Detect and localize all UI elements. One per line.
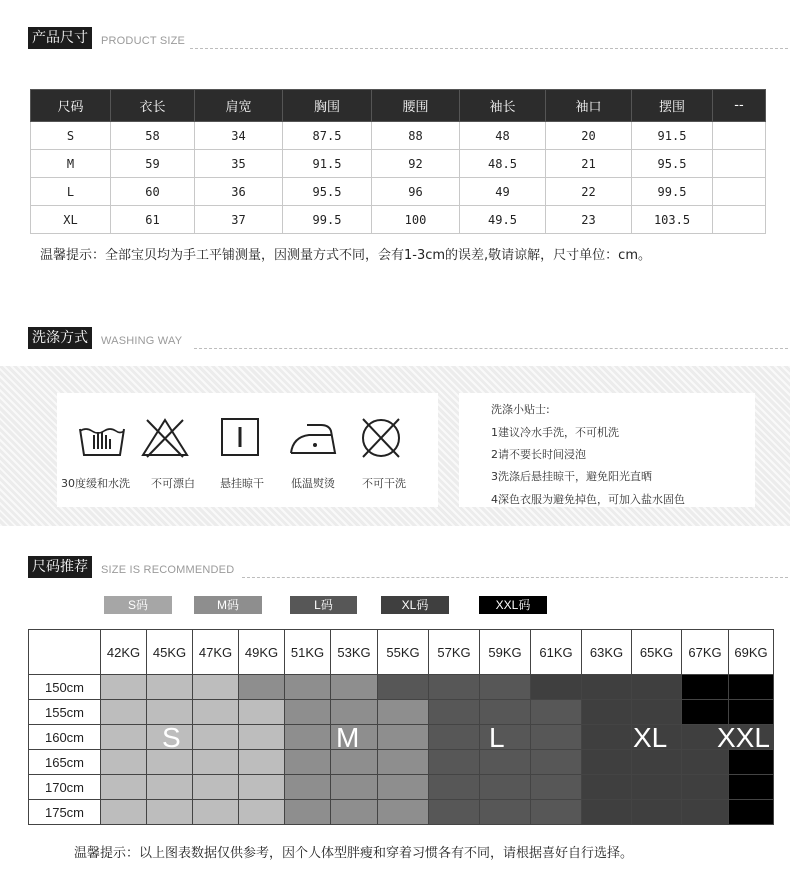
section-title-en: PRODUCT SIZE [101,35,186,47]
size-grid-cell [378,725,429,750]
weight-header: 53KG [331,630,378,675]
table-cell [713,206,766,234]
wash-label-hang-dry: 悬挂晾干 [220,477,264,490]
size-grid-cell [682,800,729,825]
size-grid-cell [378,750,429,775]
size-grid-cell [729,675,774,700]
wash-tip: 2请不要长时间浸泡 [491,448,586,461]
table-row [31,122,766,150]
size-note: 温馨提示：全部宝贝均为手工平铺测量，因测量方式不同，会有1-3cm的误差,敬请谅解，尺寸单位：cm。 [40,248,651,263]
weight-header: 57KG [429,630,480,675]
table-cell: 23 [546,206,632,234]
size-grid-cell [429,675,480,700]
height-header: 150cm [29,675,101,700]
wash-label-hand-wash: 30度缓和水洗 [61,477,130,490]
table-row [31,150,766,178]
size-grid-cell [632,775,682,800]
table-cell: 49 [460,178,546,206]
size-badge-xxl: XXL码 [479,596,547,614]
table-cell: 103.5 [632,206,713,234]
size-grid-cell [101,675,147,700]
table-row [29,750,774,775]
weight-header: 67KG [682,630,729,675]
table-cell: 58 [111,122,195,150]
weight-header: 49KG [239,630,285,675]
height-header: 170cm [29,775,101,800]
section-header-size-recommended [28,556,788,578]
size-grid-cell [531,725,582,750]
section-title-en: SIZE IS RECOMMENDED [101,564,235,576]
table-cell: 99.5 [632,178,713,206]
table-row [29,700,774,725]
table-cell [713,178,766,206]
height-header: 165cm [29,750,101,775]
size-grid-cell [480,800,531,825]
table-cell: 87.5 [283,122,372,150]
size-grid-cell [582,750,632,775]
table-cell: 34 [195,122,283,150]
size-grid-cell [331,775,378,800]
size-grid-cell [101,775,147,800]
size-grid-cell [480,675,531,700]
size-grid-cell [239,700,285,725]
grid-size-label-m: M [336,722,360,753]
wash-label-no-bleach: 不可漂白 [151,477,195,490]
hand-wash-icon [74,415,130,461]
grid-size-label-l: L [489,722,505,753]
size-grid-cell [582,775,632,800]
size-grid-cell [193,750,239,775]
size-grid-cell [729,800,774,825]
section-title-en: WASHING WAY [101,335,183,347]
table-cell: 37 [195,206,283,234]
size-grid-cell [239,800,285,825]
size-badge-l: L码 [290,596,357,614]
size-grid-cell [285,750,331,775]
height-header: 155cm [29,700,101,725]
grid-size-label-xl: XL [633,722,668,753]
corner-height-label: 身高 [32,654,60,670]
weight-header: 42KG [101,630,147,675]
size-grid-cell [331,750,378,775]
no-dry-clean-icon [353,415,409,461]
table-cell: 95.5 [283,178,372,206]
table-cell: 88 [372,122,460,150]
size-grid-cell [378,700,429,725]
table-row [31,206,766,234]
size-table-header [31,90,766,122]
size-grid-cell [378,800,429,825]
size-badge-xl: XL码 [381,596,449,614]
size-grid-cell [480,700,531,725]
table-cell: 22 [546,178,632,206]
size-grid-cell [331,675,378,700]
size-grid-cell [147,775,193,800]
table-cell: S [31,122,111,150]
corner-weight-label: 体重 [66,634,94,650]
size-grid-cell [682,675,729,700]
size-grid-cell [331,800,378,825]
size-grid-cell [101,725,147,750]
table-cell: M [31,150,111,178]
no-bleach-icon [137,415,193,461]
size-col-header: 胸围 [283,90,372,122]
table-cell: 48.5 [460,150,546,178]
recommendation-note: 温馨提示：以上图表数据仅供参考，因个人体型胖瘦和穿着习惯各有不同，请根据喜好自行选择。 [74,846,634,861]
table-cell: 99.5 [283,206,372,234]
section-header-washing-way [28,327,788,349]
size-grid-cell [147,750,193,775]
size-col-header: 袖口 [546,90,632,122]
size-grid-cell [682,775,729,800]
wash-label-no-dry-clean: 不可干洗 [362,477,406,490]
size-grid-cell [582,675,632,700]
size-grid-cell [239,725,285,750]
table-cell: 36 [195,178,283,206]
weight-header-row [29,630,774,675]
size-grid-cell [429,700,480,725]
table-cell: 91.5 [283,150,372,178]
table-cell: 49.5 [460,206,546,234]
weight-header: 51KG [285,630,331,675]
weight-header: 69KG [729,630,774,675]
section-title-cn: 尺码推荐 [28,556,92,578]
table-cell: 48 [460,122,546,150]
size-grid-cell [331,700,378,725]
size-grid-cell [480,775,531,800]
divider [194,348,788,349]
weight-header: 45KG [147,630,193,675]
wash-tips-panel [459,393,755,507]
size-grid-cell [285,800,331,825]
size-grid-cell [531,700,582,725]
size-grid-cell [582,725,632,750]
size-col-header: 腰围 [372,90,460,122]
size-grid-cell [632,800,682,825]
corner-header [29,630,101,675]
low-iron-icon [285,415,341,461]
height-header: 160cm [29,725,101,750]
size-grid-cell [729,775,774,800]
divider [242,577,788,578]
size-col-header: 袖长 [460,90,546,122]
size-grid-cell [429,725,480,750]
table-cell: XL [31,206,111,234]
size-grid-cell [531,775,582,800]
size-grid-cell [101,700,147,725]
size-grid-cell [193,675,239,700]
table-cell: 100 [372,206,460,234]
table-cell: 60 [111,178,195,206]
size-grid-cell [729,750,774,775]
size-grid-cell [531,675,582,700]
table-cell: 61 [111,206,195,234]
size-grid-cell [682,750,729,775]
size-col-header: 尺码 [31,90,111,122]
size-grid-cell [682,700,729,725]
size-grid-cell [429,775,480,800]
size-grid-cell [285,775,331,800]
weight-header: 61KG [531,630,582,675]
hang-dry-icon [212,415,268,461]
size-grid-cell [582,700,632,725]
size-grid-cell [193,700,239,725]
size-col-header: 摆围 [632,90,713,122]
size-col-header: 肩宽 [195,90,283,122]
table-cell: 96 [372,178,460,206]
size-grid-cell [378,675,429,700]
wash-icons-panel [57,393,438,507]
size-badge-m: M码 [194,596,262,614]
table-row [29,775,774,800]
table-cell: 95.5 [632,150,713,178]
size-grid-cell [101,800,147,825]
weight-header: 63KG [582,630,632,675]
table-cell: 20 [546,122,632,150]
table-cell: 91.5 [632,122,713,150]
wash-tip: 4深色衣服为避免掉色，可加入盐水固色 [491,493,685,506]
size-col-header: 衣长 [111,90,195,122]
size-grid-cell [101,750,147,775]
size-grid-cell [729,700,774,725]
size-grid-cell [429,750,480,775]
grid-size-label-s: S [162,722,181,753]
size-grid-cell [632,750,682,775]
size-grid-cell [378,775,429,800]
size-grid-cell [429,800,480,825]
weight-header: 59KG [480,630,531,675]
wash-tips-title: 洗涤小贴士: [491,403,550,416]
weight-header: 47KG [193,630,239,675]
wash-label-low-iron: 低温熨烫 [291,477,335,490]
wash-tip: 1建议冷水手洗，不可机洗 [491,426,619,439]
table-row [29,800,774,825]
divider [190,48,788,49]
size-col-header: -- [713,90,766,122]
table-cell [713,150,766,178]
size-grid-cell [147,700,193,725]
size-grid-cell [480,750,531,775]
size-grid-cell [285,675,331,700]
table-cell: L [31,178,111,206]
size-grid-cell [193,725,239,750]
table-row [29,675,774,700]
size-grid-cell [285,700,331,725]
height-header: 175cm [29,800,101,825]
section-title-cn: 洗涤方式 [28,327,92,349]
table-cell: 21 [546,150,632,178]
size-grid-cell [147,800,193,825]
size-grid-cell [531,800,582,825]
wash-tip: 3洗涤后悬挂晾干，避免阳光直晒 [491,470,652,483]
weight-header: 65KG [632,630,682,675]
size-grid-cell [531,750,582,775]
table-cell [713,122,766,150]
table-row [31,178,766,206]
table-cell: 92 [372,150,460,178]
size-grid-cell [193,800,239,825]
size-grid-cell [480,722,531,753]
size-grid-cell [193,775,239,800]
size-grid-cell [582,800,632,825]
section-title-cn: 产品尺寸 [28,27,92,49]
grid-size-label-xxl: XXL [717,722,770,753]
table-cell: 59 [111,150,195,178]
section-header-product-size [28,27,788,49]
size-grid-cell [632,675,682,700]
size-grid-cell [239,775,285,800]
size-grid-cell [285,725,331,750]
size-grid-cell [239,675,285,700]
table-cell: 35 [195,150,283,178]
size-grid-cell [147,675,193,700]
size-badge-s: S码 [104,596,172,614]
size-grid-cell [632,700,682,725]
size-table [30,89,766,234]
weight-header: 55KG [378,630,429,675]
size-grid-cell [239,750,285,775]
